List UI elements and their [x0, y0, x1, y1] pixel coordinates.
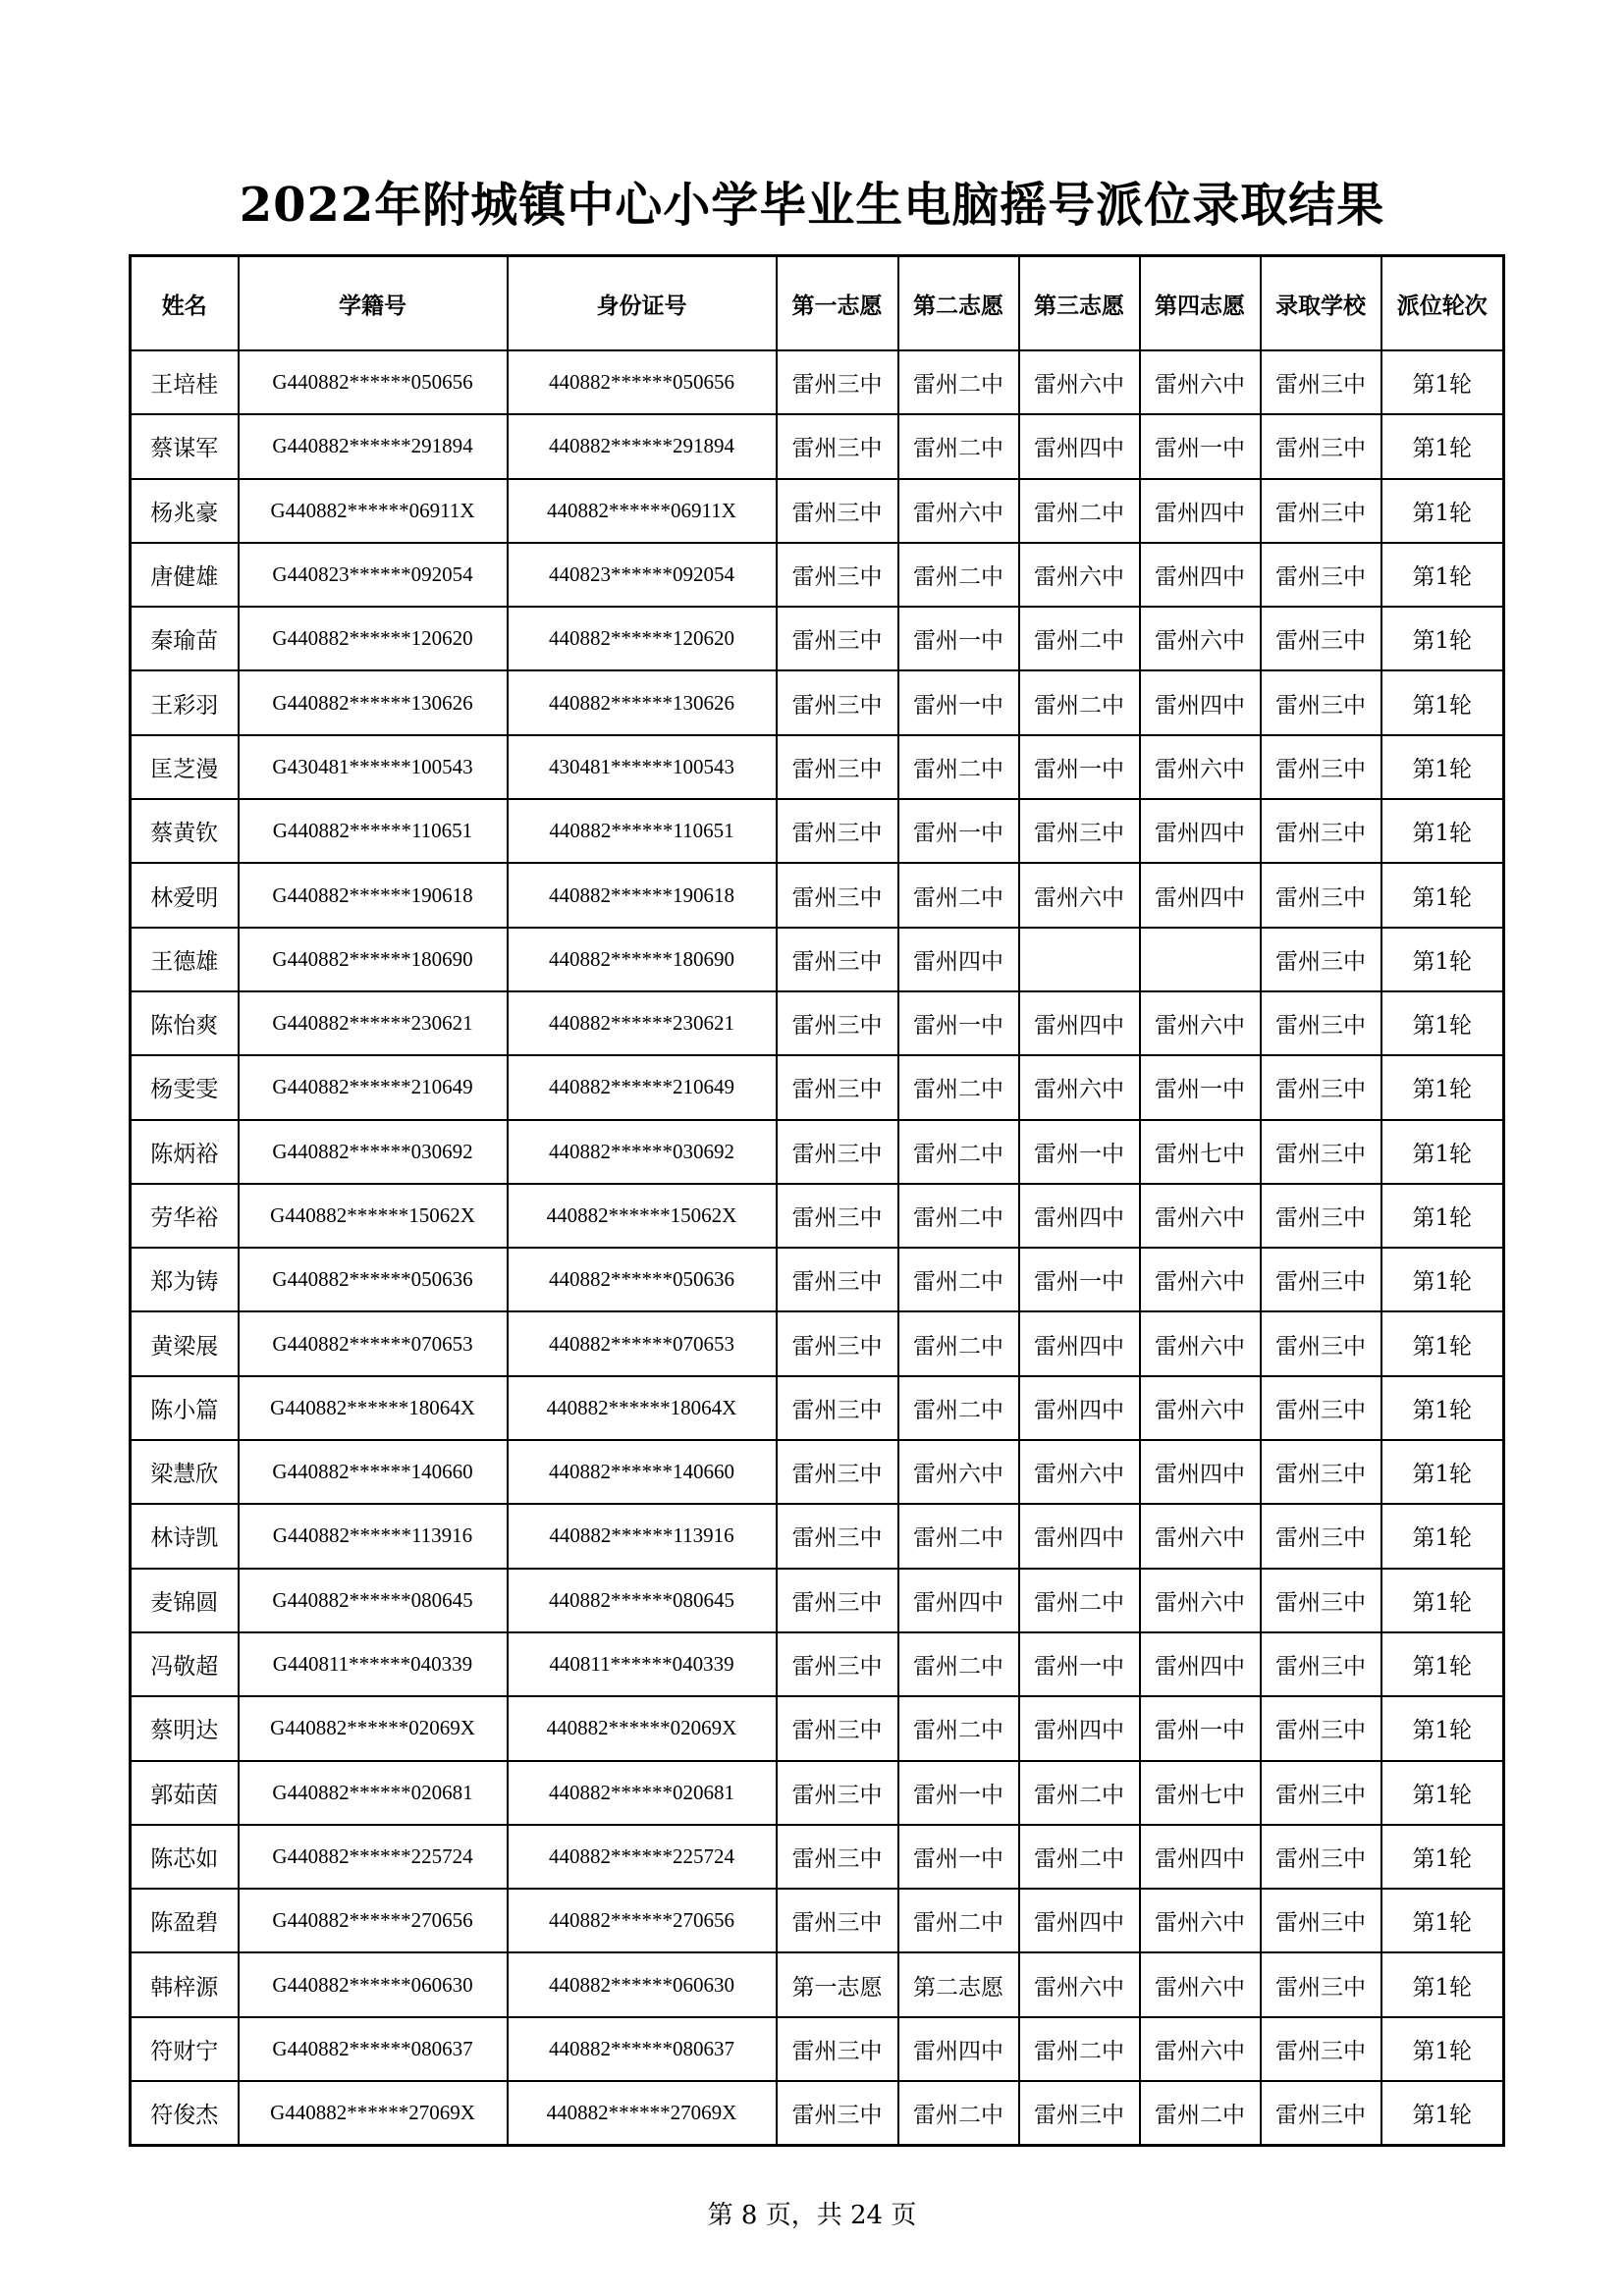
cell-choice2: 雷州六中 — [898, 1440, 1019, 1504]
cell-admitted-school: 雷州三中 — [1261, 1952, 1381, 2016]
cell-student-id: G440882******15062X — [239, 1184, 508, 1248]
cell-id-card: 440882******050656 — [508, 350, 777, 414]
cell-choice4: 雷州二中 — [1140, 2081, 1261, 2146]
cell-round: 第1轮 — [1381, 1184, 1504, 1248]
cell-admitted-school: 雷州三中 — [1261, 1761, 1381, 1825]
cell-id-card: 440882******113916 — [508, 1504, 777, 1568]
cell-choice2: 雷州二中 — [898, 1632, 1019, 1696]
cell-admitted-school: 雷州三中 — [1261, 414, 1381, 478]
cell-student-id: G440882******140660 — [239, 1440, 508, 1504]
cell-choice2: 雷州二中 — [898, 863, 1019, 927]
table-row — [131, 1504, 1504, 1568]
cell-student-id: G440823******092054 — [239, 543, 508, 607]
cell-choice1: 雷州三中 — [777, 1569, 898, 1632]
cell-choice4: 雷州四中 — [1140, 670, 1261, 734]
cell-choice1: 雷州三中 — [777, 1248, 898, 1311]
cell-choice1: 雷州三中 — [777, 414, 898, 478]
table-row — [131, 543, 1504, 607]
cell-name: 杨雯雯 — [131, 1055, 239, 1119]
results-table — [129, 254, 1505, 2147]
cell-choice2: 雷州四中 — [898, 1569, 1019, 1632]
cell-student-id: G440882******110651 — [239, 799, 508, 863]
cell-round: 第1轮 — [1381, 1825, 1504, 1889]
cell-student-id: G440882******210649 — [239, 1055, 508, 1119]
cell-round: 第1轮 — [1381, 991, 1504, 1055]
cell-name: 陈炳裕 — [131, 1120, 239, 1184]
cell-name: 陈怡爽 — [131, 991, 239, 1055]
cell-choice3: 雷州六中 — [1019, 1952, 1140, 2016]
cell-choice2: 雷州二中 — [898, 735, 1019, 799]
cell-choice1: 雷州三中 — [777, 1504, 898, 1568]
cell-student-id: G440882******06911X — [239, 479, 508, 543]
cell-choice1: 雷州三中 — [777, 1889, 898, 1952]
cell-id-card: 440882******270656 — [508, 1889, 777, 1952]
cell-round: 第1轮 — [1381, 2017, 1504, 2081]
table-row — [131, 607, 1504, 670]
cell-choice2: 雷州一中 — [898, 1761, 1019, 1825]
cell-admitted-school: 雷州三中 — [1261, 2017, 1381, 2081]
cell-choice4: 雷州六中 — [1140, 1504, 1261, 1568]
cell-choice1: 雷州三中 — [777, 543, 898, 607]
table-row — [131, 1248, 1504, 1311]
cell-choice3: 雷州二中 — [1019, 1569, 1140, 1632]
cell-name: 陈芯如 — [131, 1825, 239, 1889]
cell-name: 匡芝漫 — [131, 735, 239, 799]
cell-name: 王德雄 — [131, 928, 239, 991]
cell-choice3: 雷州六中 — [1019, 543, 1140, 607]
cell-student-id: G440882******080645 — [239, 1569, 508, 1632]
cell-choice4: 雷州六中 — [1140, 1184, 1261, 1248]
cell-name: 韩梓源 — [131, 1952, 239, 2016]
cell-choice1: 雷州三中 — [777, 735, 898, 799]
cell-name: 符俊杰 — [131, 2081, 239, 2146]
cell-choice4: 雷州六中 — [1140, 2017, 1261, 2081]
cell-choice1: 雷州三中 — [777, 1120, 898, 1184]
cell-id-card: 440882******080645 — [508, 1569, 777, 1632]
cell-name: 林诗凯 — [131, 1504, 239, 1568]
cell-choice2: 雷州二中 — [898, 1055, 1019, 1119]
cell-choice1: 雷州三中 — [777, 1632, 898, 1696]
cell-choice4: 雷州四中 — [1140, 543, 1261, 607]
cell-choice3: 雷州一中 — [1019, 1120, 1140, 1184]
cell-student-id: G440882******070653 — [239, 1311, 508, 1375]
cell-admitted-school: 雷州三中 — [1261, 1696, 1381, 1760]
cell-choice2: 雷州二中 — [898, 1889, 1019, 1952]
cell-choice3: 雷州一中 — [1019, 1632, 1140, 1696]
cell-student-id: G440882******291894 — [239, 414, 508, 478]
cell-name: 杨兆豪 — [131, 479, 239, 543]
table-row — [131, 414, 1504, 478]
cell-choice1: 雷州三中 — [777, 1761, 898, 1825]
cell-choice3: 雷州一中 — [1019, 735, 1140, 799]
cell-id-card: 440882******225724 — [508, 1825, 777, 1889]
cell-round: 第1轮 — [1381, 1504, 1504, 1568]
cell-admitted-school: 雷州三中 — [1261, 863, 1381, 927]
table-row — [131, 1184, 1504, 1248]
table-row — [131, 479, 1504, 543]
cell-choice1: 雷州三中 — [777, 991, 898, 1055]
cell-admitted-school: 雷州三中 — [1261, 1632, 1381, 1696]
table-header-row — [131, 256, 1504, 351]
cell-admitted-school: 雷州三中 — [1261, 607, 1381, 670]
cell-student-id: G440882******080637 — [239, 2017, 508, 2081]
cell-name: 陈小篇 — [131, 1376, 239, 1440]
cell-admitted-school: 雷州三中 — [1261, 479, 1381, 543]
table-row — [131, 735, 1504, 799]
cell-round: 第1轮 — [1381, 479, 1504, 543]
cell-choice2: 雷州二中 — [898, 2081, 1019, 2146]
table-row — [131, 1120, 1504, 1184]
cell-choice3: 雷州二中 — [1019, 1825, 1140, 1889]
cell-name: 王培桂 — [131, 350, 239, 414]
table-row — [131, 1825, 1504, 1889]
cell-student-id: G440882******050656 — [239, 350, 508, 414]
cell-choice2: 雷州二中 — [898, 1376, 1019, 1440]
cell-round: 第1轮 — [1381, 670, 1504, 734]
cell-round: 第1轮 — [1381, 607, 1504, 670]
cell-choice4: 雷州一中 — [1140, 1055, 1261, 1119]
cell-round: 第1轮 — [1381, 1761, 1504, 1825]
cell-choice1: 雷州三中 — [777, 928, 898, 991]
cell-round: 第1轮 — [1381, 735, 1504, 799]
cell-id-card: 440882******15062X — [508, 1184, 777, 1248]
cell-choice2: 雷州二中 — [898, 1311, 1019, 1375]
cell-admitted-school: 雷州三中 — [1261, 2081, 1381, 2146]
table-row — [131, 2081, 1504, 2146]
cell-admitted-school: 雷州三中 — [1261, 991, 1381, 1055]
cell-choice3: 雷州二中 — [1019, 607, 1140, 670]
cell-choice4: 雷州六中 — [1140, 1952, 1261, 2016]
cell-choice3 — [1019, 928, 1140, 991]
table-row — [131, 1440, 1504, 1504]
cell-student-id: G440882******02069X — [239, 1696, 508, 1760]
cell-choice1: 雷州三中 — [777, 1184, 898, 1248]
cell-round: 第1轮 — [1381, 1632, 1504, 1696]
cell-admitted-school: 雷州三中 — [1261, 1120, 1381, 1184]
cell-choice1: 雷州三中 — [777, 607, 898, 670]
cell-name: 郑为铸 — [131, 1248, 239, 1311]
cell-choice2: 雷州一中 — [898, 991, 1019, 1055]
cell-choice3: 雷州二中 — [1019, 1761, 1140, 1825]
cell-id-card: 440882******291894 — [508, 414, 777, 478]
cell-choice4: 雷州六中 — [1140, 1248, 1261, 1311]
cell-id-card: 440882******06911X — [508, 479, 777, 543]
table-body — [131, 350, 1504, 2146]
cell-choice4: 雷州四中 — [1140, 799, 1261, 863]
cell-choice4: 雷州一中 — [1140, 1696, 1261, 1760]
cell-admitted-school: 雷州三中 — [1261, 1376, 1381, 1440]
cell-id-card: 440882******02069X — [508, 1696, 777, 1760]
cell-id-card: 440882******180690 — [508, 928, 777, 991]
cell-id-card: 440882******130626 — [508, 670, 777, 734]
cell-choice3: 雷州一中 — [1019, 1248, 1140, 1311]
cell-student-id: G440882******113916 — [239, 1504, 508, 1568]
cell-name: 王彩羽 — [131, 670, 239, 734]
cell-id-card: 440882******060630 — [508, 1952, 777, 2016]
col-choice4-header: 第四志愿 — [1140, 256, 1261, 351]
cell-student-id: G440882******190618 — [239, 863, 508, 927]
cell-choice3: 雷州二中 — [1019, 2017, 1140, 2081]
cell-choice1: 雷州三中 — [777, 2017, 898, 2081]
table-row — [131, 799, 1504, 863]
cell-choice2: 雷州一中 — [898, 670, 1019, 734]
cell-choice1: 第一志愿 — [777, 1952, 898, 2016]
cell-choice4: 雷州六中 — [1140, 1311, 1261, 1375]
cell-choice1: 雷州三中 — [777, 863, 898, 927]
table-row — [131, 1761, 1504, 1825]
table-row — [131, 670, 1504, 734]
cell-round: 第1轮 — [1381, 1376, 1504, 1440]
table-row — [131, 1376, 1504, 1440]
cell-choice4: 雷州四中 — [1140, 479, 1261, 543]
cell-choice4: 雷州四中 — [1140, 1440, 1261, 1504]
table-row — [131, 2017, 1504, 2081]
cell-choice2: 雷州二中 — [898, 350, 1019, 414]
cell-round: 第1轮 — [1381, 1889, 1504, 1952]
col-choice3-header: 第三志愿 — [1019, 256, 1140, 351]
cell-student-id: G440882******180690 — [239, 928, 508, 991]
cell-admitted-school: 雷州三中 — [1261, 1311, 1381, 1375]
cell-choice2: 雷州二中 — [898, 1696, 1019, 1760]
cell-name: 唐健雄 — [131, 543, 239, 607]
cell-id-card: 440882******030692 — [508, 1120, 777, 1184]
cell-choice4: 雷州四中 — [1140, 1825, 1261, 1889]
cell-student-id: G440882******27069X — [239, 2081, 508, 2146]
cell-round: 第1轮 — [1381, 1248, 1504, 1311]
cell-round: 第1轮 — [1381, 1120, 1504, 1184]
cell-round: 第1轮 — [1381, 1952, 1504, 2016]
cell-name: 蔡明达 — [131, 1696, 239, 1760]
cell-id-card: 440823******092054 — [508, 543, 777, 607]
cell-id-card: 440882******070653 — [508, 1311, 777, 1375]
cell-round: 第1轮 — [1381, 2081, 1504, 2146]
cell-id-card: 440882******230621 — [508, 991, 777, 1055]
cell-round: 第1轮 — [1381, 1055, 1504, 1119]
cell-name: 林爱明 — [131, 863, 239, 927]
cell-choice1: 雷州三中 — [777, 479, 898, 543]
cell-student-id: G440882******230621 — [239, 991, 508, 1055]
col-name-header: 姓名 — [131, 256, 239, 351]
cell-round: 第1轮 — [1381, 1440, 1504, 1504]
col-round-header: 派位轮次 — [1381, 256, 1504, 351]
cell-id-card: 440882******27069X — [508, 2081, 777, 2146]
cell-choice1: 雷州三中 — [777, 1825, 898, 1889]
table-row — [131, 350, 1504, 414]
cell-choice2: 第二志愿 — [898, 1952, 1019, 2016]
cell-choice3: 雷州四中 — [1019, 1889, 1140, 1952]
cell-choice3: 雷州四中 — [1019, 1504, 1140, 1568]
cell-id-card: 440882******120620 — [508, 607, 777, 670]
cell-choice1: 雷州三中 — [777, 799, 898, 863]
cell-choice4: 雷州六中 — [1140, 735, 1261, 799]
cell-admitted-school: 雷州三中 — [1261, 1055, 1381, 1119]
cell-name: 郭茹茵 — [131, 1761, 239, 1825]
table-row — [131, 991, 1504, 1055]
cell-choice3: 雷州四中 — [1019, 414, 1140, 478]
cell-choice3: 雷州三中 — [1019, 2081, 1140, 2146]
cell-choice2: 雷州一中 — [898, 607, 1019, 670]
cell-name: 黄梁展 — [131, 1311, 239, 1375]
cell-admitted-school: 雷州三中 — [1261, 543, 1381, 607]
cell-choice3: 雷州六中 — [1019, 350, 1140, 414]
cell-choice4: 雷州一中 — [1140, 414, 1261, 478]
cell-choice1: 雷州三中 — [777, 1055, 898, 1119]
cell-choice4: 雷州四中 — [1140, 1632, 1261, 1696]
cell-student-id: G440882******130626 — [239, 670, 508, 734]
cell-choice4: 雷州六中 — [1140, 607, 1261, 670]
table-row — [131, 1569, 1504, 1632]
cell-id-card: 430481******100543 — [508, 735, 777, 799]
table-row — [131, 1311, 1504, 1375]
cell-choice4: 雷州六中 — [1140, 1569, 1261, 1632]
cell-choice3: 雷州六中 — [1019, 1055, 1140, 1119]
cell-id-card: 440882******110651 — [508, 799, 777, 863]
cell-student-id: G440882******270656 — [239, 1889, 508, 1952]
cell-choice1: 雷州三中 — [777, 350, 898, 414]
cell-choice2: 雷州一中 — [898, 799, 1019, 863]
cell-id-card: 440882******190618 — [508, 863, 777, 927]
cell-admitted-school: 雷州三中 — [1261, 799, 1381, 863]
cell-id-card: 440811******040339 — [508, 1632, 777, 1696]
cell-id-card: 440882******020681 — [508, 1761, 777, 1825]
cell-choice2: 雷州二中 — [898, 414, 1019, 478]
cell-choice4: 雷州七中 — [1140, 1761, 1261, 1825]
cell-round: 第1轮 — [1381, 350, 1504, 414]
cell-student-id: G440882******18064X — [239, 1376, 508, 1440]
cell-name: 梁慧欣 — [131, 1440, 239, 1504]
cell-student-id: G440882******030692 — [239, 1120, 508, 1184]
cell-choice1: 雷州三中 — [777, 1440, 898, 1504]
cell-round: 第1轮 — [1381, 928, 1504, 991]
cell-admitted-school: 雷州三中 — [1261, 1825, 1381, 1889]
cell-name: 蔡黄钦 — [131, 799, 239, 863]
cell-choice3: 雷州四中 — [1019, 1376, 1140, 1440]
cell-admitted-school: 雷州三中 — [1261, 350, 1381, 414]
cell-round: 第1轮 — [1381, 543, 1504, 607]
cell-admitted-school: 雷州三中 — [1261, 1440, 1381, 1504]
cell-choice3: 雷州三中 — [1019, 799, 1140, 863]
cell-round: 第1轮 — [1381, 1696, 1504, 1760]
cell-admitted-school: 雷州三中 — [1261, 1504, 1381, 1568]
cell-choice1: 雷州三中 — [777, 1311, 898, 1375]
cell-student-id: G440882******060630 — [239, 1952, 508, 2016]
table-row — [131, 1696, 1504, 1760]
col-id-card-header: 身份证号 — [508, 256, 777, 351]
cell-id-card: 440882******050636 — [508, 1248, 777, 1311]
cell-choice1: 雷州三中 — [777, 670, 898, 734]
cell-name: 秦瑜苗 — [131, 607, 239, 670]
cell-choice2: 雷州二中 — [898, 1184, 1019, 1248]
cell-choice2: 雷州六中 — [898, 479, 1019, 543]
cell-name: 麦锦圆 — [131, 1569, 239, 1632]
cell-student-id: G440882******120620 — [239, 607, 508, 670]
cell-round: 第1轮 — [1381, 1311, 1504, 1375]
cell-round: 第1轮 — [1381, 863, 1504, 927]
table-row — [131, 1889, 1504, 1952]
cell-student-id: G440882******225724 — [239, 1825, 508, 1889]
table-row — [131, 863, 1504, 927]
cell-name: 陈盈碧 — [131, 1889, 239, 1952]
cell-choice4 — [1140, 928, 1261, 991]
cell-name: 冯敬超 — [131, 1632, 239, 1696]
cell-admitted-school: 雷州三中 — [1261, 670, 1381, 734]
cell-name: 劳华裕 — [131, 1184, 239, 1248]
cell-name: 符财宁 — [131, 2017, 239, 2081]
cell-choice2: 雷州一中 — [898, 1825, 1019, 1889]
cell-choice4: 雷州四中 — [1140, 863, 1261, 927]
cell-id-card: 440882******18064X — [508, 1376, 777, 1440]
cell-choice3: 雷州六中 — [1019, 1440, 1140, 1504]
cell-choice4: 雷州六中 — [1140, 1376, 1261, 1440]
cell-student-id: G440882******050636 — [239, 1248, 508, 1311]
cell-id-card: 440882******140660 — [508, 1440, 777, 1504]
cell-admitted-school: 雷州三中 — [1261, 1248, 1381, 1311]
table-row — [131, 1632, 1504, 1696]
cell-student-id: G430481******100543 — [239, 735, 508, 799]
col-choice1-header: 第一志愿 — [777, 256, 898, 351]
cell-admitted-school: 雷州三中 — [1261, 735, 1381, 799]
cell-choice2: 雷州四中 — [898, 2017, 1019, 2081]
cell-admitted-school: 雷州三中 — [1261, 1889, 1381, 1952]
table-row — [131, 1055, 1504, 1119]
cell-choice2: 雷州二中 — [898, 1120, 1019, 1184]
cell-choice2: 雷州二中 — [898, 543, 1019, 607]
cell-id-card: 440882******080637 — [508, 2017, 777, 2081]
cell-choice3: 雷州六中 — [1019, 863, 1140, 927]
cell-choice3: 雷州二中 — [1019, 670, 1140, 734]
cell-choice4: 雷州七中 — [1140, 1120, 1261, 1184]
cell-choice3: 雷州四中 — [1019, 991, 1140, 1055]
cell-choice3: 雷州四中 — [1019, 1184, 1140, 1248]
col-student-id-header: 学籍号 — [239, 256, 508, 351]
cell-choice3: 雷州四中 — [1019, 1311, 1140, 1375]
cell-round: 第1轮 — [1381, 414, 1504, 478]
cell-admitted-school: 雷州三中 — [1261, 1569, 1381, 1632]
cell-admitted-school: 雷州三中 — [1261, 928, 1381, 991]
cell-choice3: 雷州四中 — [1019, 1696, 1140, 1760]
cell-admitted-school: 雷州三中 — [1261, 1184, 1381, 1248]
cell-student-id: G440882******020681 — [239, 1761, 508, 1825]
col-choice2-header: 第二志愿 — [898, 256, 1019, 351]
cell-choice4: 雷州六中 — [1140, 350, 1261, 414]
cell-choice2: 雷州二中 — [898, 1248, 1019, 1311]
cell-choice4: 雷州六中 — [1140, 1889, 1261, 1952]
cell-student-id: G440811******040339 — [239, 1632, 508, 1696]
col-admitted-school-header: 录取学校 — [1261, 256, 1381, 351]
cell-choice1: 雷州三中 — [777, 1696, 898, 1760]
table-row — [131, 1952, 1504, 2016]
cell-choice2: 雷州二中 — [898, 1504, 1019, 1568]
cell-round: 第1轮 — [1381, 799, 1504, 863]
cell-round: 第1轮 — [1381, 1569, 1504, 1632]
table-row — [131, 928, 1504, 991]
cell-choice1: 雷州三中 — [777, 1376, 898, 1440]
page-footer: 第 8 页，共 24 页 — [707, 2201, 917, 2230]
cell-choice1: 雷州三中 — [777, 2081, 898, 2146]
cell-choice3: 雷州二中 — [1019, 479, 1140, 543]
cell-choice2: 雷州四中 — [898, 928, 1019, 991]
cell-choice4: 雷州六中 — [1140, 991, 1261, 1055]
cell-id-card: 440882******210649 — [508, 1055, 777, 1119]
page-title: 2022年附城镇中心小学毕业生电脑摇号派位录取结果 — [239, 178, 1385, 233]
cell-name: 蔡谋军 — [131, 414, 239, 478]
